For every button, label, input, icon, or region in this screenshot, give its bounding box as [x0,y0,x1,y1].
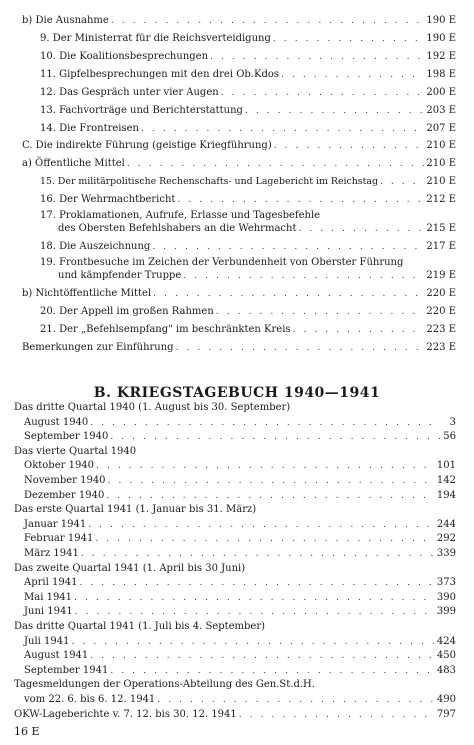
leader-dots [153,288,424,300]
toc-label: August 1941 [24,650,89,662]
quarter-heading: Das erste Quartal 1941 (1. Januar bis 31. März) [14,504,257,516]
toc-label: Oktober 1940 [24,460,95,472]
toc-page: 339 [436,548,456,559]
toc-page: 483 [436,664,456,676]
toc-row [24,460,456,472]
toc-page: 212 E [426,194,456,205]
toc-page: 198 E [426,69,456,80]
toc-page: 194 [436,489,456,501]
toc-page: 223 E [426,324,456,335]
section-b-title: B. KRIEGSTAGEBUCH 1940—1941 [93,385,381,401]
toc-page: 215 E [426,223,456,234]
toc-row [24,694,456,706]
leader-dots [281,69,424,81]
toc-row [40,306,456,318]
toc-label: Januar 1941 [24,518,87,530]
toc-label: April 1941 [24,577,78,589]
toc-page: 797 [436,708,456,720]
toc-label: 17. Proklamationen, Aufrufe, Erlasse und Tagesbefehle [40,210,321,221]
toc-label: a) Öffentliche Mittel [22,158,125,169]
toc-page: 390 [436,591,456,603]
toc-row [22,288,456,300]
toc-page: 203 E [426,105,456,116]
toc-row [24,636,456,648]
leader-dots [81,548,435,560]
toc-label: November 1940 [24,475,106,486]
toc-label: vom 22. 6. bis 6. 12. 1941 [24,694,156,705]
toc-row [40,176,456,188]
quarter-heading: Das vierte Quartal 1940 [14,445,137,457]
leader-dots [74,592,435,604]
toc-row [40,324,456,336]
toc-page: 210 E [426,140,456,151]
toc-label: Juni 1941 [24,606,73,618]
toc-page: 450 [436,650,456,662]
leader-dots [95,533,435,545]
toc-page: 3 [449,416,456,428]
leader-dots [216,306,425,318]
leader-dots [71,636,434,648]
toc-row [24,533,456,545]
leader-dots [239,709,435,721]
leader-dots [245,105,424,117]
toc-row [24,650,456,662]
toc-row [40,241,456,253]
leader-dots [90,650,435,662]
toc-label: 18. Die Auszeichnung [40,241,151,252]
toc-label: 19. Frontbesuche im Zeichen der Verbundenheit von Oberster Führung [40,257,404,268]
leader-dots [176,342,425,354]
leader-dots [273,33,425,45]
toc-page: 373 [436,577,456,589]
leader-dots [177,194,424,206]
toc-row [40,87,456,99]
leader-dots [380,176,424,188]
toc-page: 490 [436,694,456,705]
toc-row [40,51,456,63]
toc-page: 219 E [426,270,456,281]
toc-page: 217 E [426,241,456,252]
toc-page: 207 E [426,123,456,134]
toc-page: 223 E [426,342,456,353]
leader-dots [298,223,424,235]
toc-label: Dezember 1940 [24,489,105,501]
toc-label: September 1940 [24,431,109,443]
leader-dots [110,431,440,443]
leader-dots [183,270,424,282]
toc-label: 9. Der Ministerrat für die Reichsverteidigung [40,33,271,44]
toc-row [24,490,456,502]
toc-page: 210 E [426,176,456,187]
toc-label: 16. Der Wehrmachtbericht [40,194,176,205]
toc-row [40,194,456,206]
quarter-heading: Das dritte Quartal 1941 (1. Juli bis 4. September) [14,621,266,632]
toc-row [40,69,456,81]
leader-dots [79,577,434,589]
leader-dots [88,519,435,531]
toc-row [24,417,456,429]
toc-row [40,105,456,117]
leader-dots [96,460,435,472]
leader-dots [293,324,425,336]
toc-row [40,33,456,45]
leader-dots [106,490,435,502]
toc-label: Bemerkungen zur Einführung [22,342,174,353]
toc-row [40,123,456,135]
toc-row [22,140,456,152]
quarter-heading: Das dritte Quartal 1940 (1. August bis 30. September) [14,402,291,413]
toc-row [24,606,456,618]
quarter-heading: Tagesmeldungen der Operations-Abteilung des Gen.St.d.H. [14,679,315,691]
leader-dots [127,158,425,170]
toc-page: 220 E [426,288,456,299]
quarter-heading: Das zweite Quartal 1941 (1. April bis 30 Juni) [14,562,246,574]
toc-label: August 1940 [24,416,89,428]
toc-row [58,270,456,282]
toc-page: 142 [436,475,456,486]
toc-row [24,548,456,560]
toc-label: OKW-Lageberichte v. 7. 12. bis 30. 12. 1941 [14,708,237,720]
toc-row [24,665,456,677]
toc-page: 192 E [426,51,456,62]
toc-label: 14. Die Frontreisen [40,123,139,134]
toc-page: 399 [436,606,456,618]
toc-row [24,577,456,589]
toc-label: Juli 1941 [24,635,70,647]
toc-label: C. Die indirekte Führung (geistige Kriegführung) [22,140,272,151]
leader-dots [110,665,435,677]
toc-row [24,519,456,531]
toc-page: 200 E [426,87,456,98]
toc-label: und kämpfender Truppe [58,270,182,281]
toc-page: 424 [436,635,456,647]
toc-row [24,592,456,604]
toc-label: 13. Fachvorträge und Berichterstattung [40,105,243,116]
toc-row [24,475,456,487]
toc-label: 15. Der militärpolitische Rechenschafts- und Lagebericht im Reichstag [40,176,378,187]
toc-row [24,431,456,443]
toc-row [14,709,456,721]
toc-row [22,342,456,354]
leader-dots [90,417,440,429]
leader-dots [274,140,425,152]
toc-row [58,223,456,235]
toc-row [22,158,456,170]
toc-page: 220 E [426,306,456,317]
toc-label: 11. Gipfelbesprechungen mit den drei Ob.Kdos [40,69,279,80]
leader-dots [221,87,425,99]
toc-page: 190 E [426,33,456,44]
toc-label: des Obersten Befehlshabers an die Wehrmacht [58,223,297,234]
toc-page: 101 [436,460,456,472]
toc-row [22,15,456,27]
toc-label: 21. Der „Befehlsempfang" im beschränkten Kreis [40,324,291,335]
toc-page: 190 E [426,15,456,26]
toc-page: 292 [436,533,456,545]
leader-dots [111,15,425,27]
leader-dots [141,123,424,135]
toc-label: Mai 1941 [24,591,73,603]
leader-dots [210,51,424,63]
toc-label: Februar 1941 [24,533,94,545]
toc-label: b) Die Ausnahme [22,15,109,26]
leader-dots [108,475,435,487]
toc-page: 244 [436,518,456,530]
toc-page: 56 [443,431,456,443]
toc-label: b) Nichtöffentliche Mittel [22,288,152,299]
page-number: 16 E [14,725,40,739]
toc-label: 20. Der Appell im großen Rahmen [40,306,214,317]
leader-dots [152,241,424,253]
toc-label: März 1941 [24,548,79,559]
toc-label: 12. Das Gespräch unter vier Augen [40,87,219,98]
toc-label: September 1941 [24,664,109,676]
leader-dots [157,694,435,706]
toc-label: 10. Die Koalitionsbesprechungen [40,51,209,62]
leader-dots [75,606,435,618]
toc-page: 210 E [426,158,456,169]
